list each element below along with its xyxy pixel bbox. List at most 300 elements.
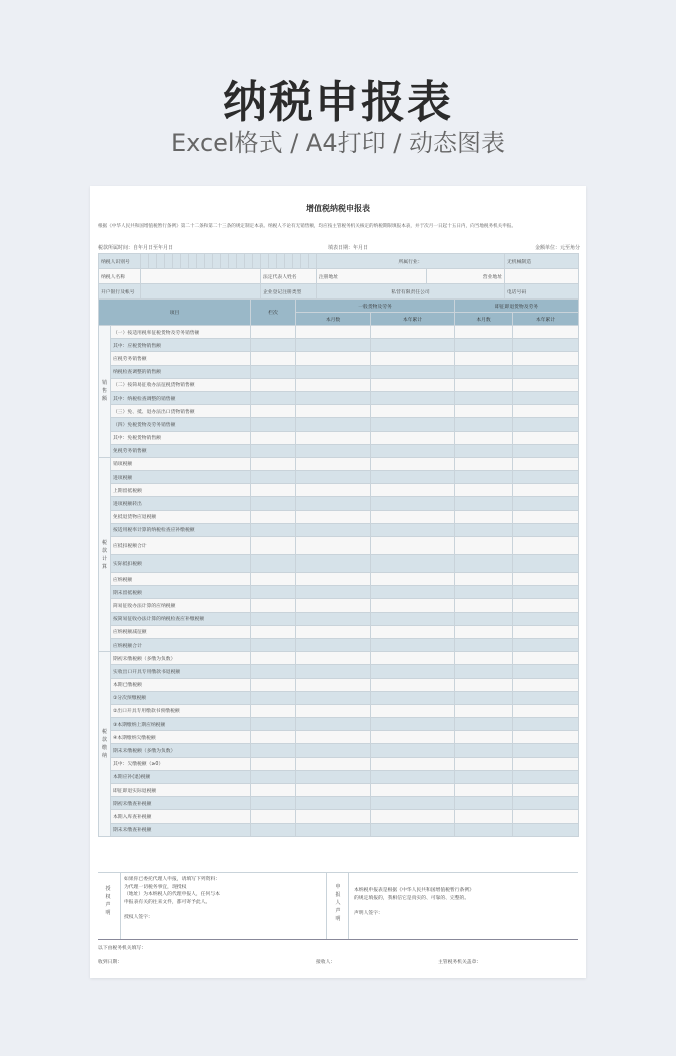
general-year-cell[interactable]: [371, 718, 455, 731]
general-month-cell[interactable]: [296, 770, 371, 783]
refund-year-cell[interactable]: [513, 718, 579, 731]
general-year-cell[interactable]: [371, 638, 455, 651]
refund-year-cell[interactable]: [513, 555, 579, 573]
id-digit-cell[interactable]: [157, 254, 165, 269]
line-no-cell: [251, 326, 296, 339]
line-no-cell: [251, 573, 296, 586]
general-year-cell[interactable]: [371, 365, 455, 378]
industry-label: 所属行业：: [317, 254, 505, 269]
general-year-cell[interactable]: [371, 784, 455, 797]
line-no-cell: [251, 391, 296, 404]
general-month-cell[interactable]: [296, 497, 371, 510]
header-row-1: [99, 300, 579, 313]
general-month-cell[interactable]: [296, 744, 371, 757]
refund-year-cell[interactable]: [513, 537, 579, 555]
id-digit-cell[interactable]: [149, 254, 157, 269]
general-year-cell[interactable]: [371, 378, 455, 391]
general-month-cell[interactable]: [296, 378, 371, 391]
refund-year-cell[interactable]: [513, 339, 579, 352]
table-row: [99, 704, 579, 717]
table-row: [99, 718, 579, 731]
refund-month-cell[interactable]: [455, 599, 513, 612]
general-year-cell[interactable]: [371, 599, 455, 612]
id-digit-cell[interactable]: [261, 254, 269, 269]
refund-month-cell[interactable]: [455, 612, 513, 625]
refund-year-cell[interactable]: [513, 757, 579, 770]
table-row: [99, 770, 579, 783]
general-year-cell[interactable]: [371, 612, 455, 625]
refund-year-cell[interactable]: [513, 784, 579, 797]
line-no-cell: [251, 810, 296, 823]
id-digit-cell[interactable]: [141, 254, 149, 269]
row-item-label: 期初未缴税额（多缴为负数）: [111, 652, 251, 665]
row-item-label: 纳税检查调整的销售额: [111, 365, 251, 378]
refund-year-cell[interactable]: [513, 678, 579, 691]
document-sheet: [90, 186, 586, 978]
refund-month-cell[interactable]: [455, 537, 513, 555]
id-digit-cell[interactable]: [165, 254, 173, 269]
refund-year-cell[interactable]: [513, 652, 579, 665]
general-year-cell[interactable]: [371, 678, 455, 691]
line-no-cell: [251, 652, 296, 665]
general-year-cell[interactable]: [371, 339, 455, 352]
general-month-cell[interactable]: [296, 810, 371, 823]
table-row: [99, 431, 579, 444]
refund-month-cell[interactable]: [455, 523, 513, 536]
id-digit-cell[interactable]: [173, 254, 181, 269]
table-row: [99, 523, 579, 536]
id-digit-cell[interactable]: [245, 254, 253, 269]
refund-month-cell[interactable]: [455, 326, 513, 339]
line-no-cell: [251, 510, 296, 523]
id-digit-cell[interactable]: [189, 254, 197, 269]
taxpayer-name-label: 纳税人名称: [99, 269, 141, 284]
line-no-cell: [251, 678, 296, 691]
row-item-label: 其中：纳税检查调整的销售额: [111, 391, 251, 404]
business-address-value[interactable]: [505, 269, 579, 284]
id-digit-cell[interactable]: [229, 254, 237, 269]
refund-year-cell[interactable]: [513, 457, 579, 470]
general-year-cell[interactable]: [371, 391, 455, 404]
auth-signature[interactable]: 授权人签字：: [124, 914, 153, 920]
general-month-cell[interactable]: [296, 625, 371, 638]
id-digit-cell[interactable]: [221, 254, 229, 269]
refund-month-cell[interactable]: [455, 365, 513, 378]
refund-year-cell[interactable]: [513, 510, 579, 523]
general-month-cell[interactable]: [296, 757, 371, 770]
decl-signature[interactable]: 声明人签字：: [354, 910, 383, 916]
general-year-cell[interactable]: [371, 418, 455, 431]
table-row: [99, 326, 579, 339]
table-row: [99, 625, 579, 638]
refund-year-cell[interactable]: [513, 810, 579, 823]
business-address-label: 营业地址: [427, 269, 505, 284]
general-month-cell[interactable]: [296, 405, 371, 418]
refund-year-cell[interactable]: [513, 378, 579, 391]
row-item-label: 应税劳务销售额: [111, 352, 251, 365]
receiver[interactable]: 接收人：: [316, 960, 336, 965]
table-row: [99, 497, 579, 510]
id-digit-cell[interactable]: [309, 254, 317, 269]
id-digit-cell[interactable]: [269, 254, 277, 269]
line-no-cell: [251, 444, 296, 457]
table-row: [99, 810, 579, 823]
general-month-cell[interactable]: [296, 444, 371, 457]
general-month-cell[interactable]: [296, 678, 371, 691]
row-item-label: 实际抵扣税额: [111, 555, 251, 573]
row-item-label: 应纳税额合计: [111, 638, 251, 651]
refund-month-cell[interactable]: [455, 573, 513, 586]
line-no-cell: [251, 599, 296, 612]
general-year-cell[interactable]: [371, 691, 455, 704]
table-row: [99, 638, 579, 651]
auth-line: 为代理一切税务事宜，现授权: [124, 884, 187, 890]
row-item-label: 期末留抵税额: [111, 586, 251, 599]
general-year-cell[interactable]: [371, 471, 455, 484]
table-row: [99, 405, 579, 418]
refund-month-cell[interactable]: [455, 652, 513, 665]
general-month-cell[interactable]: [296, 431, 371, 444]
refund-year-cell[interactable]: [513, 612, 579, 625]
taxpayer-id-label: 纳税人识别号: [99, 254, 141, 269]
line-no-cell: [251, 523, 296, 536]
refund-month-cell[interactable]: [455, 665, 513, 678]
refund-month-cell[interactable]: [455, 418, 513, 431]
table-row: [99, 784, 579, 797]
id-digit-cell[interactable]: [237, 254, 245, 269]
table-row: [99, 510, 579, 523]
general-month-cell[interactable]: [296, 652, 371, 665]
hero-title: 纳税申报表: [223, 77, 453, 128]
currency-unit: 金额单位：元至角分: [534, 245, 580, 251]
row-item-label: 其中：应税货物销售额: [111, 339, 251, 352]
general-month-cell[interactable]: [296, 823, 371, 836]
row-item-label: ②出口开具专用缴款书预缴税额: [111, 704, 251, 717]
line-no-cell: [251, 405, 296, 418]
receive-date[interactable]: 收到日期：: [98, 960, 122, 965]
row-item-label: 销项税额: [111, 457, 251, 470]
general-month-cell[interactable]: [296, 573, 371, 586]
general-month-cell[interactable]: [296, 784, 371, 797]
table-row: [99, 444, 579, 457]
refund-month-cell[interactable]: [455, 770, 513, 783]
filing-date: 填表日期：年月日: [328, 245, 369, 251]
refund-year-cell[interactable]: [513, 326, 579, 339]
general-year-cell[interactable]: [371, 586, 455, 599]
refund-month-cell[interactable]: [455, 784, 513, 797]
general-month-cell[interactable]: [296, 457, 371, 470]
refund-month-cell[interactable]: [455, 810, 513, 823]
general-month-cell[interactable]: [296, 510, 371, 523]
line-no-cell: [251, 665, 296, 678]
row-item-label: 免税劳务销售额: [111, 444, 251, 457]
section-label-text: 税款缴纳: [101, 728, 107, 759]
refund-month-cell[interactable]: [455, 718, 513, 731]
general-year-cell[interactable]: [371, 770, 455, 783]
line-no-cell: [251, 823, 296, 836]
auth-line: 如果你已委托代理人申报，请填写下列资料：: [124, 877, 220, 882]
general-year-cell[interactable]: [371, 523, 455, 536]
refund-year-cell[interactable]: [513, 431, 579, 444]
row-item-label: 按简易征收办法计算的纳税检查应补缴税额: [111, 612, 251, 625]
id-digit-cell[interactable]: [293, 254, 301, 269]
line-no-cell: [251, 784, 296, 797]
table-row: [99, 537, 579, 555]
general-year-cell[interactable]: [371, 537, 455, 555]
general-year-cell[interactable]: [371, 484, 455, 497]
general-month-cell[interactable]: [296, 326, 371, 339]
general-year-cell[interactable]: [371, 652, 455, 665]
header-this-month: 本月数: [455, 313, 513, 326]
section-label-sales: [99, 326, 111, 458]
refund-month-cell[interactable]: [455, 497, 513, 510]
row-item-label: 其中：免税货物销售额: [111, 431, 251, 444]
row-item-label: （三）免、抵、退办法出口货物销售额: [111, 405, 251, 418]
general-year-cell[interactable]: [371, 810, 455, 823]
refund-year-cell[interactable]: [513, 471, 579, 484]
general-year-cell[interactable]: [371, 326, 455, 339]
refund-year-cell[interactable]: [513, 523, 579, 536]
refund-year-cell[interactable]: [513, 744, 579, 757]
line-no-cell: [251, 497, 296, 510]
line-no-cell: [251, 471, 296, 484]
refund-month-cell[interactable]: [455, 691, 513, 704]
line-no-cell: [251, 691, 296, 704]
line-no-cell: [251, 378, 296, 391]
line-no-cell: [251, 731, 296, 744]
enterprise-type-label: 企业登记注册类型: [261, 284, 317, 299]
bank-label: 开户银行及帐号: [99, 284, 141, 299]
refund-month-cell[interactable]: [455, 586, 513, 599]
general-month-cell[interactable]: [296, 638, 371, 651]
header-line-no: 栏次: [251, 300, 296, 326]
refund-year-cell[interactable]: [513, 444, 579, 457]
refund-year-cell[interactable]: [513, 405, 579, 418]
general-month-cell[interactable]: [296, 471, 371, 484]
general-year-cell[interactable]: [371, 731, 455, 744]
general-month-cell[interactable]: [296, 599, 371, 612]
refund-month-cell[interactable]: [455, 625, 513, 638]
general-year-cell[interactable]: [371, 457, 455, 470]
refund-year-cell[interactable]: [513, 731, 579, 744]
row-item-label: （四）免税货物及劳务销售额: [111, 418, 251, 431]
refund-year-cell[interactable]: [513, 484, 579, 497]
tax-office-seal: 主管税务机关盖章：: [438, 960, 482, 965]
line-no-cell: [251, 365, 296, 378]
line-no-cell: [251, 418, 296, 431]
general-month-cell[interactable]: [296, 797, 371, 810]
refund-year-cell[interactable]: [513, 599, 579, 612]
id-digit-cell[interactable]: [285, 254, 293, 269]
refund-month-cell[interactable]: [455, 339, 513, 352]
table-body: [99, 326, 579, 837]
row-item-label: 期末未缴查补税额: [111, 823, 251, 836]
table-row: [99, 612, 579, 625]
refund-month-cell[interactable]: [455, 431, 513, 444]
refund-month-cell[interactable]: [455, 484, 513, 497]
general-year-cell[interactable]: [371, 757, 455, 770]
refund-year-cell[interactable]: [513, 704, 579, 717]
general-month-cell[interactable]: [296, 718, 371, 731]
row-item-label: ③本期缴纳上期应纳税额: [111, 718, 251, 731]
refund-month-cell[interactable]: [455, 704, 513, 717]
general-month-cell[interactable]: [296, 612, 371, 625]
refund-month-cell[interactable]: [455, 797, 513, 810]
table-row: [99, 665, 579, 678]
general-month-cell[interactable]: [296, 339, 371, 352]
general-month-cell[interactable]: [296, 365, 371, 378]
header-year-total: 本年累计: [371, 313, 455, 326]
header-general: 一般货物及劳务: [296, 300, 455, 313]
refund-month-cell[interactable]: [455, 457, 513, 470]
general-month-cell[interactable]: [296, 555, 371, 573]
refund-year-cell[interactable]: [513, 573, 579, 586]
section-label-text: 销售额: [101, 380, 107, 403]
header-refund: 即征即退货物及劳务: [455, 300, 579, 313]
row-item-label: 按适用税率计算的纳税检查应补缴税额: [111, 523, 251, 536]
refund-month-cell[interactable]: [455, 757, 513, 770]
refund-year-cell[interactable]: [513, 625, 579, 638]
document-intro: 根据《中华人民共和国增值税暂行条例》第二十二条和第二十三条的规定制定本表。纳税人不论有无销售额，均应按主管税务机关核定的纳税期限填报本表，并于次月一日起十五日内，向当地税务机关申报。: [98, 224, 517, 229]
refund-month-cell[interactable]: [455, 352, 513, 365]
table-row: [99, 744, 579, 757]
general-month-cell[interactable]: [296, 665, 371, 678]
refund-year-cell[interactable]: [513, 497, 579, 510]
section-label-payment: [99, 652, 111, 837]
general-month-cell[interactable]: [296, 691, 371, 704]
general-year-cell[interactable]: [371, 573, 455, 586]
line-no-cell: [251, 537, 296, 555]
row-item-label: ①分次预缴税额: [111, 691, 251, 704]
line-no-cell: [251, 770, 296, 783]
general-month-cell[interactable]: [296, 731, 371, 744]
info-row-id: [99, 254, 579, 269]
general-year-cell[interactable]: [371, 665, 455, 678]
refund-year-cell[interactable]: [513, 770, 579, 783]
auth-declaration-text: [124, 876, 220, 921]
general-year-cell[interactable]: [371, 704, 455, 717]
line-no-cell: [251, 431, 296, 444]
refund-month-cell[interactable]: [455, 678, 513, 691]
general-month-cell[interactable]: [296, 523, 371, 536]
enterprise-type-value[interactable]: 私营有限责任公司: [317, 284, 505, 299]
row-item-label: 实收出口开具专用缴款书退税额: [111, 665, 251, 678]
general-year-cell[interactable]: [371, 444, 455, 457]
id-digit-cell[interactable]: [301, 254, 309, 269]
id-digit-cell[interactable]: [253, 254, 261, 269]
refund-month-cell[interactable]: [455, 555, 513, 573]
refund-month-cell[interactable]: [455, 638, 513, 651]
general-month-cell[interactable]: [296, 391, 371, 404]
line-no-cell: [251, 555, 296, 573]
refund-year-cell[interactable]: [513, 665, 579, 678]
id-digit-cell[interactable]: [277, 254, 285, 269]
refund-year-cell[interactable]: [513, 352, 579, 365]
refund-month-cell[interactable]: [455, 731, 513, 744]
general-year-cell[interactable]: [371, 405, 455, 418]
refund-year-cell[interactable]: [513, 586, 579, 599]
refund-month-cell[interactable]: [455, 510, 513, 523]
general-year-cell[interactable]: [371, 823, 455, 836]
header-this-month: 本月数: [296, 313, 371, 326]
info-row-bank: [99, 284, 579, 299]
refund-month-cell[interactable]: [455, 744, 513, 757]
taxpayer-name-value[interactable]: [141, 269, 261, 284]
row-item-label: （二）按简易征收办法征税货物销售额: [111, 378, 251, 391]
applicant-declaration-label: 申报人声明: [335, 884, 341, 922]
info-row-name: [99, 269, 579, 284]
id-digit-cell[interactable]: [197, 254, 205, 269]
table-row: [99, 378, 579, 391]
line-no-cell: [251, 744, 296, 757]
general-year-cell[interactable]: [371, 510, 455, 523]
refund-year-cell[interactable]: [513, 797, 579, 810]
refund-year-cell[interactable]: [513, 823, 579, 836]
table-row: [99, 691, 579, 704]
refund-month-cell[interactable]: [455, 444, 513, 457]
line-no-cell: [251, 586, 296, 599]
refund-year-cell[interactable]: [513, 691, 579, 704]
refund-year-cell[interactable]: [513, 391, 579, 404]
header-item: 项目: [99, 300, 251, 326]
general-month-cell[interactable]: [296, 537, 371, 555]
refund-month-cell[interactable]: [455, 391, 513, 404]
line-no-cell: [251, 612, 296, 625]
applicant-declaration-text: [354, 887, 474, 917]
line-no-cell: [251, 757, 296, 770]
decl-line: 的规定填报的，我相信它是真实的、可靠的、完整的。: [354, 895, 470, 901]
table-row: [99, 599, 579, 612]
id-digit-cell[interactable]: [205, 254, 213, 269]
general-year-cell[interactable]: [371, 352, 455, 365]
id-digit-cell[interactable]: [213, 254, 221, 269]
id-digit-cell[interactable]: [181, 254, 189, 269]
general-year-cell[interactable]: [371, 744, 455, 757]
general-year-cell[interactable]: [371, 797, 455, 810]
refund-year-cell[interactable]: [513, 365, 579, 378]
row-item-label: 应纳税额: [111, 573, 251, 586]
general-month-cell[interactable]: [296, 704, 371, 717]
general-month-cell[interactable]: [296, 484, 371, 497]
general-month-cell[interactable]: [296, 586, 371, 599]
refund-month-cell[interactable]: [455, 823, 513, 836]
refund-month-cell[interactable]: [455, 378, 513, 391]
general-year-cell[interactable]: [371, 431, 455, 444]
row-item-label: 应抵扣税额合计: [111, 537, 251, 555]
vat-return-table: [98, 299, 579, 837]
general-month-cell[interactable]: [296, 418, 371, 431]
row-item-label: 进项税额转出: [111, 497, 251, 510]
row-item-label: ④本期缴纳欠缴税额: [111, 731, 251, 744]
general-month-cell[interactable]: [296, 352, 371, 365]
refund-month-cell[interactable]: [455, 471, 513, 484]
general-year-cell[interactable]: [371, 555, 455, 573]
general-year-cell[interactable]: [371, 625, 455, 638]
table-row: [99, 573, 579, 586]
tax-office-note: 以下由税务机关填写：: [98, 946, 146, 951]
row-item-label: 本期应补(退)税额: [111, 770, 251, 783]
table-row: [99, 457, 579, 470]
industry-value[interactable]: 无机械制造: [505, 254, 579, 269]
refund-month-cell[interactable]: [455, 405, 513, 418]
general-year-cell[interactable]: [371, 497, 455, 510]
refund-year-cell[interactable]: [513, 418, 579, 431]
bank-value[interactable]: [141, 284, 261, 299]
auth-line: （地址）为本纳税人的代理申报人，任何与本: [124, 892, 220, 897]
auth-declaration-label: 授权声明: [105, 886, 111, 916]
row-item-label: （一）按适用税率征税货物及劳务销售额: [111, 326, 251, 339]
refund-year-cell[interactable]: [513, 638, 579, 651]
